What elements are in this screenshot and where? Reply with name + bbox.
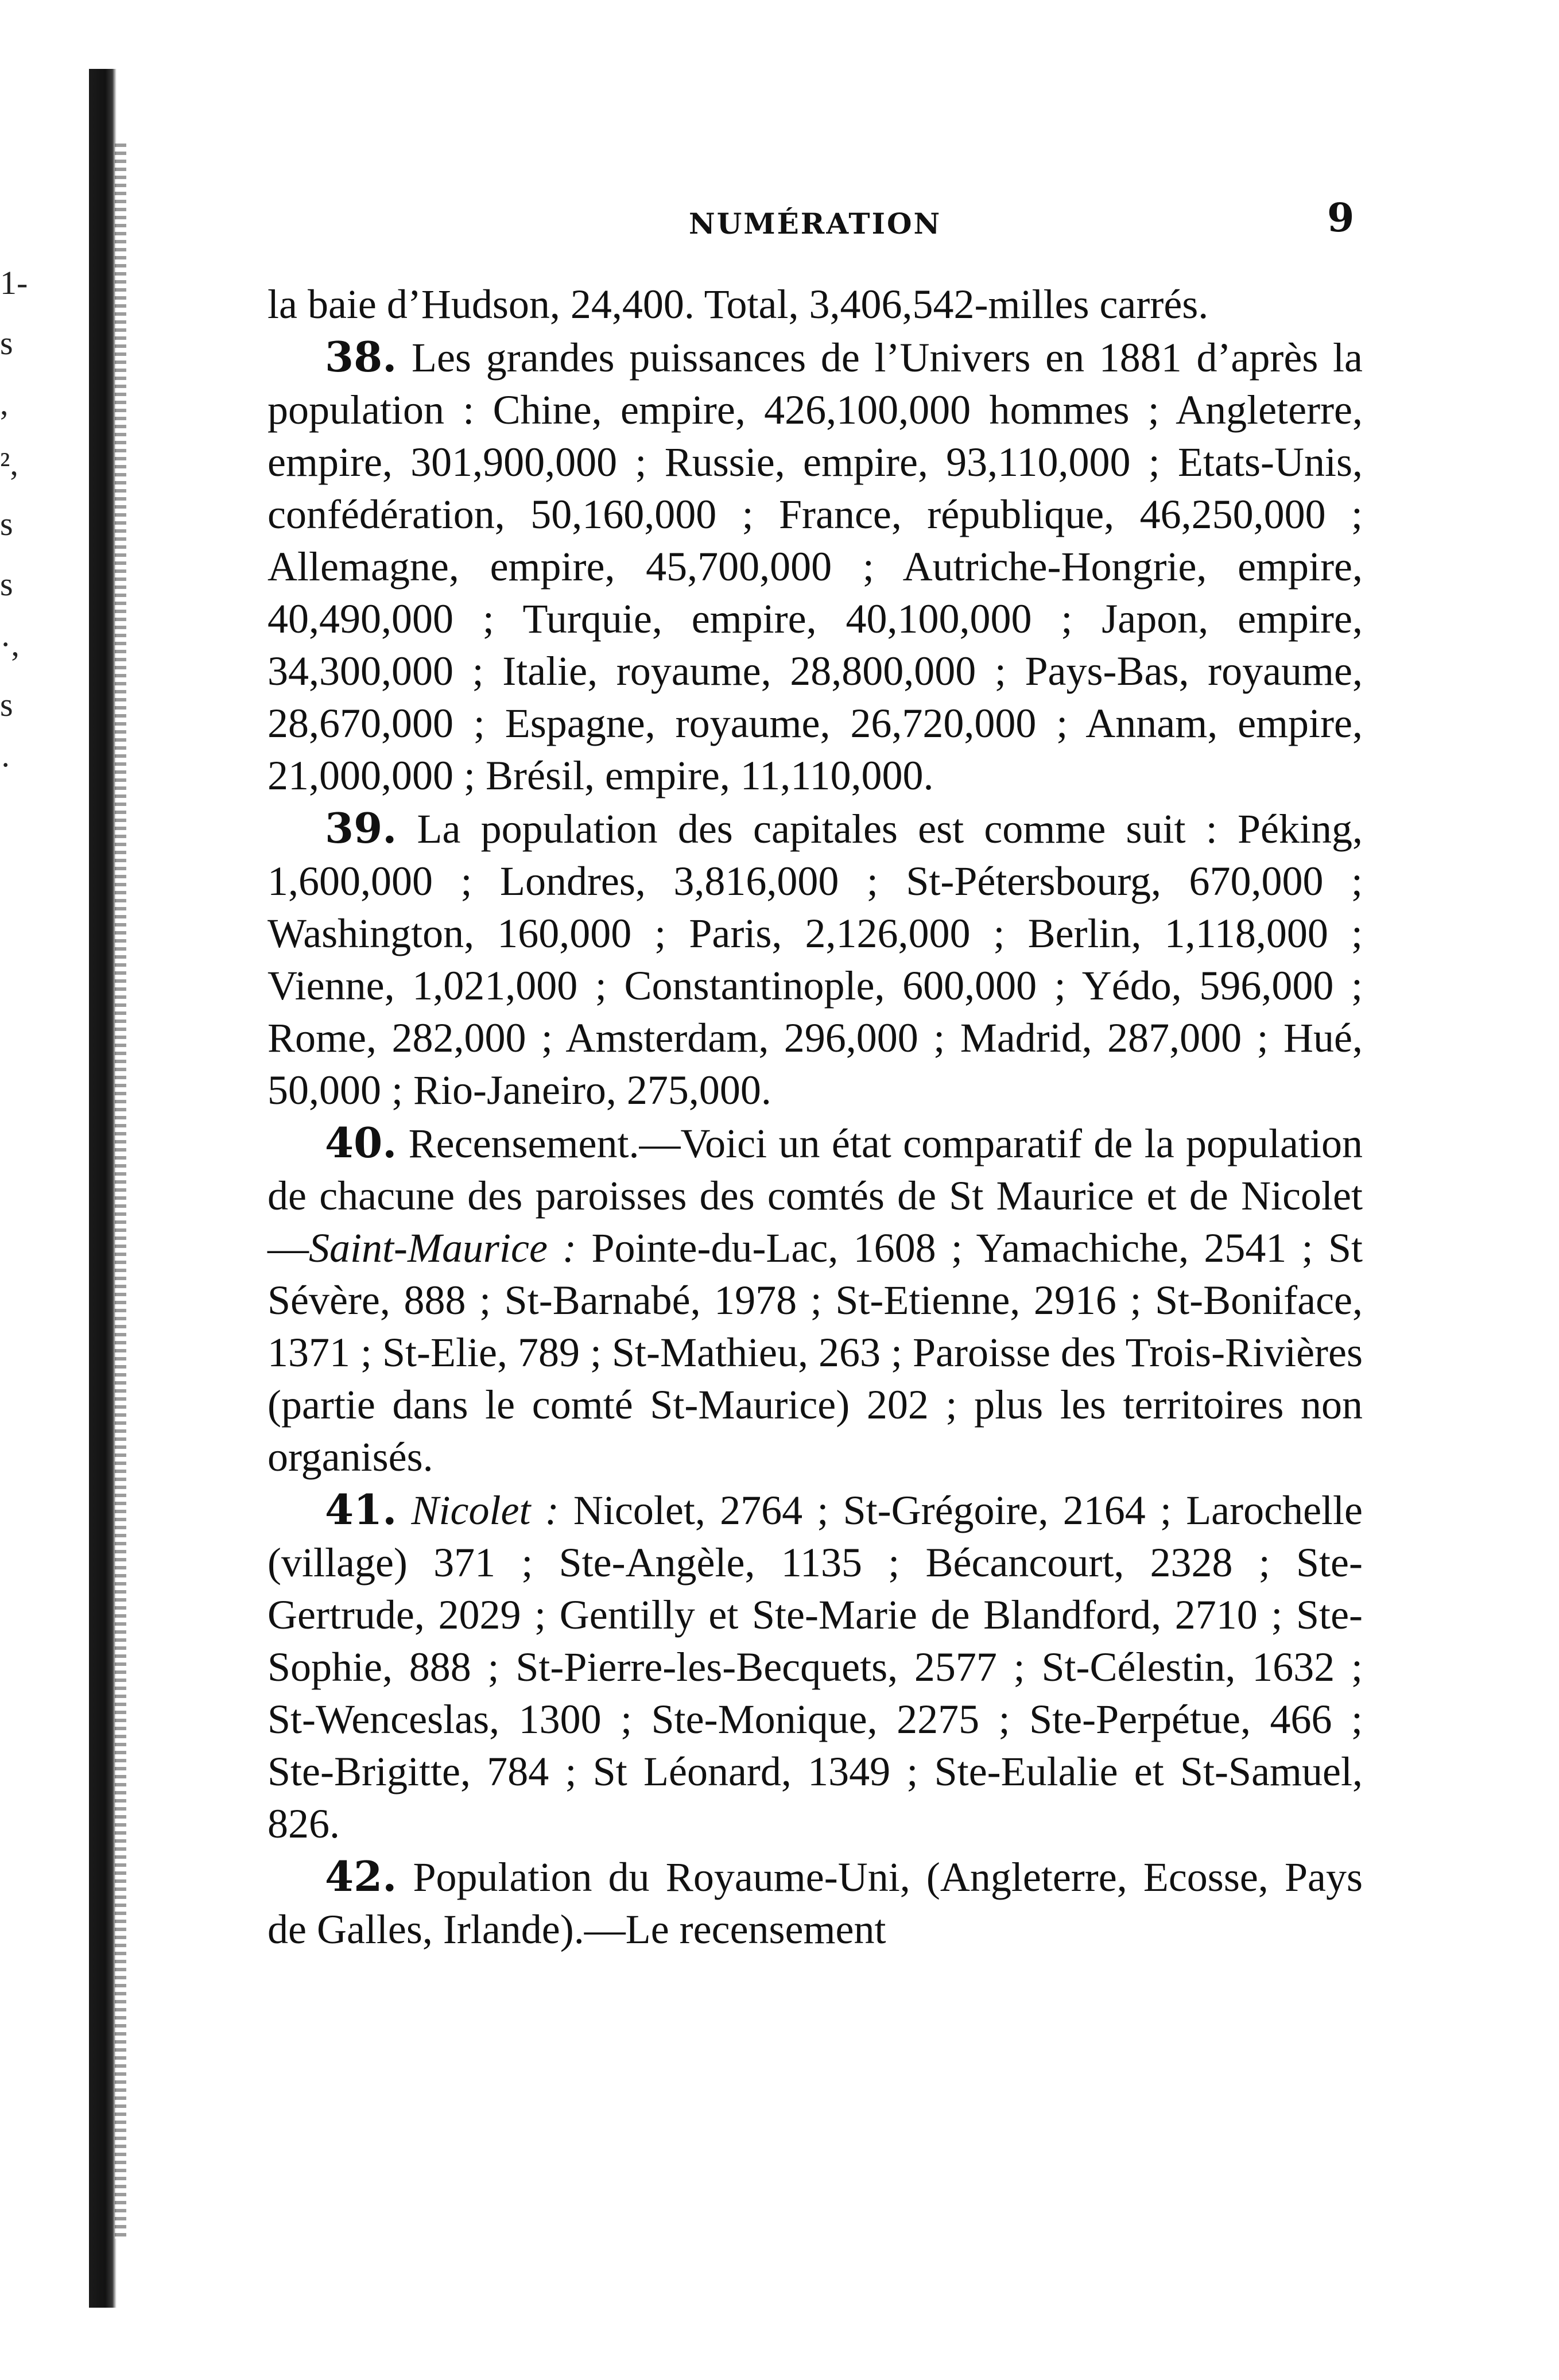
margin-mark: ,: [0, 385, 9, 422]
paragraph-38: [267, 331, 1363, 802]
margin-mark: s: [0, 686, 13, 723]
paragraph-number: 40.: [325, 1118, 397, 1167]
margin-mark: ²,: [0, 445, 18, 482]
paragraph-number: 39.: [325, 804, 397, 852]
paragraph-number: 38.: [325, 332, 397, 381]
paragraph-text: Les grandes puissances de l’Univers en 1881 d’après la population : Chine, empire, 426,100,000 hommes ; Angleterre, empire, 301,900,000 ; Russie, empire, 93,110,000 ; Etats-Unis, confédération, 50,160,000 ; France, république, 46,250,000 ; Allemagne, empire, 45,700,000 ; Autriche-Hongrie, empire, 40,490,000 ; Turquie, empire, 40,100,000 ; Japon, empire, 34,300,000 ; Italie, royaume, 28,800,000 ; Pays-Bas, royaume, 28,670,000 ; Espagne, royaume, 26,720,000 ; Annam, empire, 21,000,000 ; Brésil, empire, 11,110,000.: [267, 335, 1363, 798]
paragraph-41: [267, 1483, 1363, 1850]
paragraph-text: la baie d’Hudson, 24,400. Total, 3,406,542-milles carrés.: [267, 281, 1209, 327]
body-text: [267, 278, 1363, 1956]
facing-page-margin: [0, 253, 40, 795]
paragraph-continuation: [267, 278, 1363, 331]
page-edge-texture: [115, 144, 126, 2239]
paragraph-number: 42.: [325, 1852, 397, 1901]
page-number: 9: [1327, 195, 1355, 241]
paragraph-text: Population du Royaume-Uni, (Angleterre, Ecosse, Pays de Galles, Irlande).—Le recensement: [267, 1854, 1363, 1952]
italic-heading: Nicolet :: [397, 1487, 559, 1533]
book-binding-shadow: [89, 69, 117, 2308]
margin-mark: ·,: [0, 626, 20, 663]
paragraph-text: Recensement.—Voici un état comparatif de la population de chacune des paroisses des comtés de St Maurice et de Nicolet—: [267, 1121, 1363, 1271]
margin-mark: ·: [0, 746, 11, 784]
margin-mark: s: [0, 505, 13, 542]
paragraph-text: Nicolet, 2764 ; St-Grégoire, 2164 ; Larochelle (village) 371 ; Ste-Angèle, 1135 ; Bécancourt, 2328 ; Ste-Gertrude, 2029 ; Gentilly et Ste-Marie de Blandford, 2710 ; Ste-Sophie, 888 ; St-Pierre-les-Becquets, 2577 ; St-Célestin, 1632 ; St-Wenceslas, 1300 ; Ste-Monique, 2275 ; Ste-Perpétue, 466 ; Ste-Brigitte, 784 ; St Léonard, 1349 ; Ste-Eulalie et St-Samuel, 826.: [267, 1487, 1363, 1847]
paragraph-39: [267, 802, 1363, 1117]
paragraph-42: [267, 1850, 1363, 1956]
paragraph-text: La population des capitales est comme suit : Péking, 1,600,000 ; Londres, 3,816,000 ; St-Pétersbourg, 670,000 ; Washington, 160,000 ; Paris, 2,126,000 ; Berlin, 1,118,000 ; Vienne, 1,021,000 ; Constantinople, 600,000 ; Yédo, 596,000 ; Rome, 282,000 ; Amsterdam, 296,000 ; Madrid, 287,000 ; Hué, 50,000 ; Rio-Janeiro, 275,000.: [267, 806, 1363, 1113]
paragraph-40: [267, 1117, 1363, 1483]
italic-heading: Saint-Maurice :: [309, 1225, 577, 1271]
margin-mark: s: [0, 324, 13, 362]
margin-mark: 1-: [0, 264, 28, 301]
margin-mark: s: [0, 565, 13, 603]
paragraph-text: Pointe-du-Lac, 1608 ; Yamachiche, 2541 ; St Sévère, 888 ; St-Barnabé, 1978 ; St-Etienne, 2916 ; St-Boniface, 1371 ; St-Elie, 789 ; St-Mathieu, 263 ; Paroisse des Trois-Rivières (partie dans le comté St-Maurice) 202 ; plus les territoires non organisés.: [267, 1225, 1363, 1480]
paragraph-number: 41.: [325, 1485, 397, 1534]
running-head: NUMÉRATION: [689, 207, 942, 241]
